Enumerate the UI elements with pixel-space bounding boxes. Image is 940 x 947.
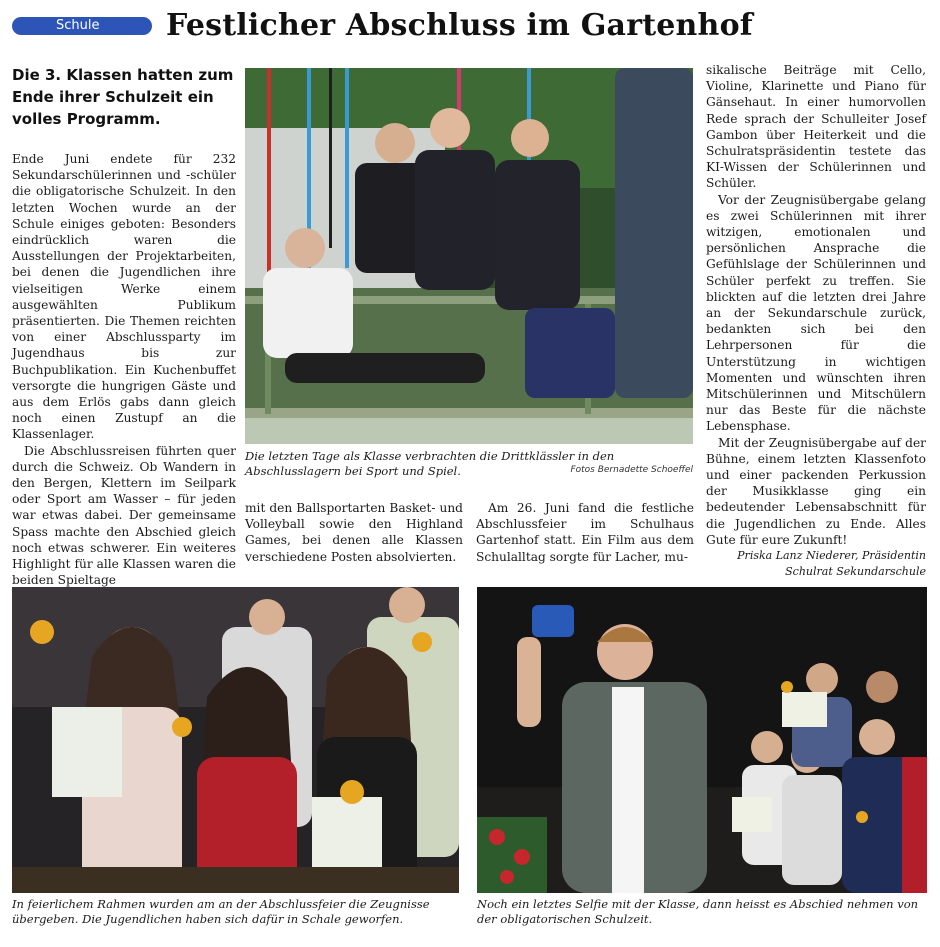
article-column-4 <box>706 62 926 580</box>
paragraph: Ende Juni endete für 232 Sekundarschülerinnen und -schüler die obligatorische Schulzeit. In den letzten Wochen wurde an der Schule einiges geboten: Besonders eindrücklich waren die Ausstellungen der Projektarbeiten, bei denen die Jugendlichen ihre vielseitigen Werke einem ausgewählten Publikum präsentierten. Die Themen reichten von einer Abschlussparty im Jugendhaus bis zur Buchpublikation. Ein Kuchenbuffet versorgte die hungrigen Gäste und aus dem Erlös gabs dann gleich noch einen Zustupf an die Klassenlager. <box>12 152 236 442</box>
article-column-1 <box>12 151 236 588</box>
photo2-caption: In feierlichem Rahmen wurden am an der Abschlussfeier die Zeugnisse übergeben. Die Jugendlichen haben sich dafür in Schale geworfen. <box>12 897 430 926</box>
photo-credit: Fotos Bernadette Schoeffel <box>570 465 693 475</box>
paragraph: Vor der Zeugnisübergabe gelang es zwei Schülerinnen mit ihrer witzigen, emotionalen und persönlichen Ansprache die Gefühlslage der Schülerinnen und Schüler perfekt zu treffen. Sie blickten auf die letzten drei Jahre an der Sekundarschule zurück, bedankten sich bei den Lehrpersonen für die Unterstützung in wichtigen Momenten und wünschten ihren Mitschülerinnen und Mitschülern nur das Beste für die nächste Lebensphase. <box>706 192 926 434</box>
caption-text: Die letzten Tage als Klasse verbrachten die Drittklässler in den Abschlusslagern bei Sport und Spiel. <box>245 449 615 478</box>
signature-org: Schulrat Sekundarschule <box>785 565 926 579</box>
photo-selfie <box>477 587 927 893</box>
article-column-2 <box>245 500 463 565</box>
headline: Festlicher Abschluss im Gartenhof <box>166 8 753 43</box>
paragraph: sikalische Beiträge mit Cello, Violine, Klarinette und Piano für Gänsehaut. In einer humorvollen Rede sprach der Schulleiter Josef Gambon über Heiterkeit und die Schulratspräsidentin testete das KI-Wissen der Schülerinnen und Schüler. <box>706 63 926 191</box>
photo1-caption <box>245 449 693 479</box>
paragraph: Mit der Zeugnisübergabe auf der Bühne, einem letzten Klassenfoto und einer packenden Perkussion der Musikklasse ging ein bedeutender Lebensabschnitt für die Jugendlichen zu Ende. Alles Gute für eure Zukunft! <box>706 435 926 547</box>
photo3-caption: Noch ein letztes Selfie mit der Klasse, dann heisst es Abschied nehmen von der obligatorischen Schulzeit. <box>477 897 919 926</box>
paragraph: Am 26. Juni fand die festliche Abschlussfeier im Schulhaus Gartenhof statt. Ein Film aus dem Schulalltag sorgte für Lacher, mu- <box>476 501 694 564</box>
paragraph: mit den Ballsportarten Basket- und Volleyball sowie den Highland Games, bei denen alle Klassen verschiedene Posten absolvierten. <box>245 501 463 564</box>
paragraph: Die Abschlussreisen führten quer durch die Schweiz. Ob Wandern in den Bergen, Klettern im Seilpark oder Sport am Wasser – für jeden war etwas dabei. Der gemeinsame Spass machte den Abschied gleich noch etwas schwerer. Ein weiteres Highlight für alle Klassen waren die beiden Spieltage <box>12 443 236 588</box>
lead-text: Die 3. Klassen hatten zum Ende ihrer Schulzeit ein volles Programm. <box>12 66 234 128</box>
photo-climbing-park <box>245 68 693 444</box>
signature-name: Priska Lanz Niederer, Präsidentin <box>737 549 926 563</box>
article-column-3 <box>476 500 694 565</box>
section-tag: Schule <box>12 17 152 35</box>
photo-ceremony-girls <box>12 587 459 893</box>
